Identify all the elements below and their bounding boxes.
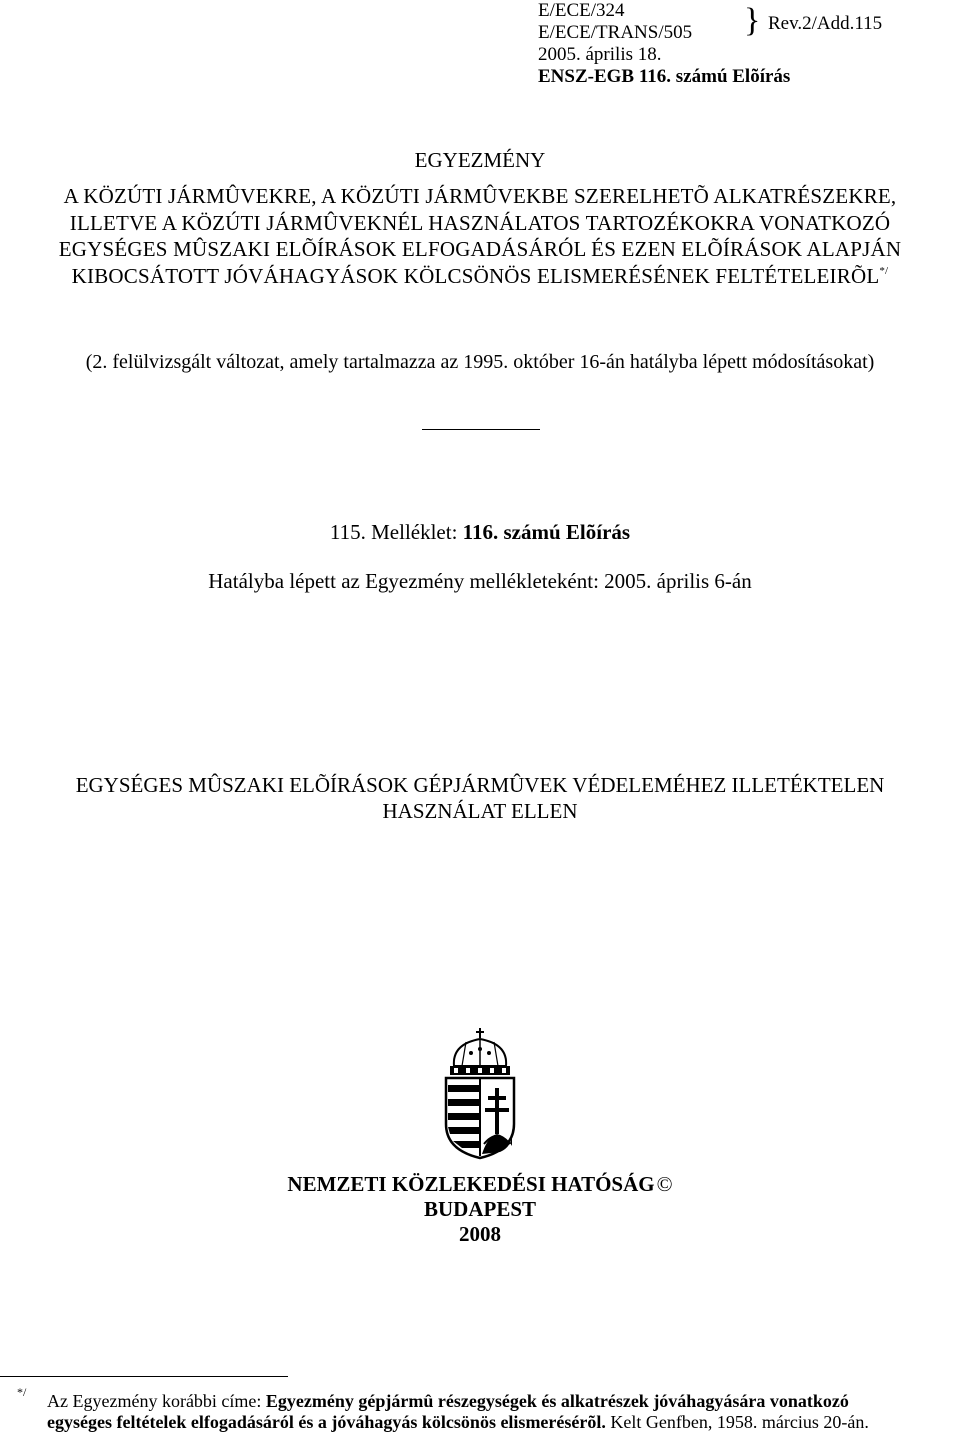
entry-into-force: Hatályba lépett az Egyezmény mellékleteként: 2005. április 6-án [208, 569, 752, 593]
agreement-title-line-2: ILLETVE A KÖZÚTI JÁRMÛVEKNÉL HASZNÁLATOS TARTOZÉKOKRA VONATKOZÓ [69, 211, 891, 235]
agreement-heading: EGYEZMÉNY [414, 148, 546, 172]
separator-line [422, 429, 540, 430]
header-brace: } [744, 2, 761, 39]
footnote-tail: Kelt Genfben, 1958. március 20-án. [605, 1412, 869, 1432]
footnote-reference: */ [879, 265, 889, 277]
footnote-line-2 [47, 1411, 869, 1433]
publisher-line [0, 1172, 960, 1197]
document-date: 2005. április 18. [538, 44, 662, 65]
copyright-icon: © [656, 1172, 673, 1196]
document-symbol-1: E/ECE/324 [538, 0, 625, 21]
publisher-name: NEMZETI KÖZLEKEDÉSI HATÓSÁG [287, 1172, 655, 1196]
publisher-city: BUDAPEST [423, 1197, 537, 1221]
annex-line [0, 520, 960, 545]
regulation-title-line-1: EGYSÉGES MÛSZAKI ELÕÍRÁSOK GÉPJÁRMÛVEK VÉDELEMÉHEZ ILLETÉKTELEN [75, 773, 885, 797]
footnote-mark: */ [17, 1385, 27, 1399]
hungarian-coat-of-arms-icon [440, 1028, 520, 1160]
regulation-label: ENSZ-EGB 116. számú Elõírás [538, 66, 791, 87]
revision-label: Rev.2/Add.115 [768, 13, 883, 34]
agreement-title-line-3: EGYSÉGES MÛSZAKI ELÕÍRÁSOK ELFOGADÁSÁRÓL ÉS EZEN ELÕÍRÁSOK ALAPJÁN [58, 237, 902, 261]
regulation-title-line-2: HASZNÁLAT ELLEN [382, 799, 578, 823]
publication-year: 2008 [459, 1222, 501, 1246]
revision-note: (2. felülvizsgált változat, amely tartalmazza az 1995. október 16-án hatályba lépett módosításokat) [85, 351, 875, 373]
footnote-line-1 [47, 1390, 849, 1412]
annex-regulation-label: 116. számú Elõírás [462, 520, 631, 544]
agreement-title-line-1: A KÖZÚTI JÁRMÛVEKRE, A KÖZÚTI JÁRMÛVEKBE SZERELHETÕ ALKATRÉSZEKRE, [63, 184, 897, 208]
footnote-separator [0, 1376, 288, 1377]
agreement-title-line-4-text: KIBOCSÁTOTT JÓVÁHAGYÁSOK KÖLCSÖNÖS ELISMERÉSÉNEK FELTÉTELEIRÕL [71, 264, 880, 288]
annex-prefix: 115. Melléklet: [329, 520, 463, 544]
agreement-title-line-4 [0, 264, 960, 289]
document-symbol-2: E/ECE/TRANS/505 [538, 22, 693, 43]
footnote-former-title-part-2: egységes feltételek elfogadásáról és a jóváhagyás kölcsönös elismerésérõl. [47, 1412, 606, 1432]
footnote-former-title-part-1: Egyezmény gépjármû részegységek és alkatrészek jóváhagyására vonatkozó [265, 1391, 849, 1411]
footnote-lead: Az Egyezmény korábbi címe: [47, 1391, 266, 1411]
